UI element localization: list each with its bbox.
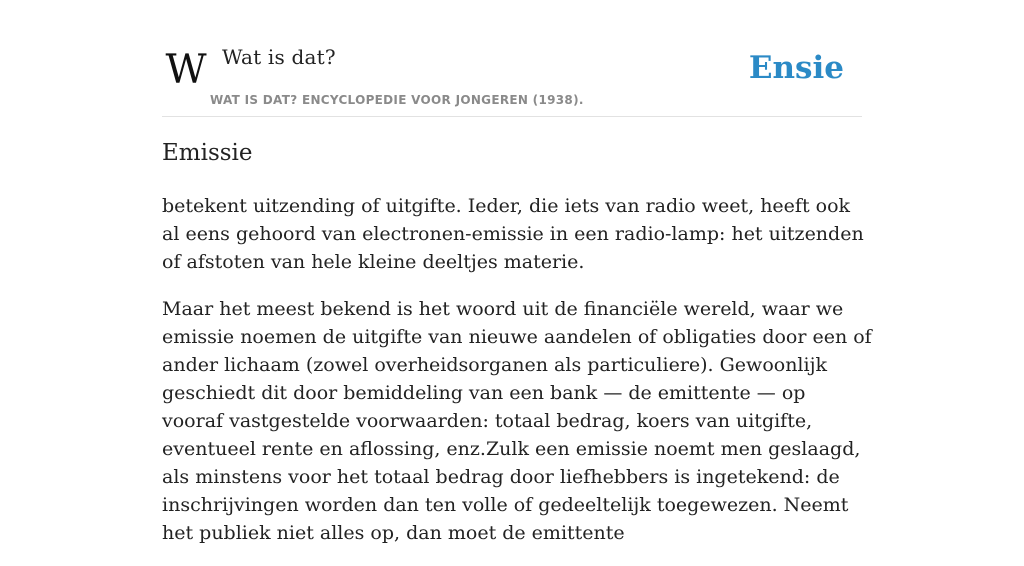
svg-text:W: W	[165, 50, 207, 90]
page	[162, 0, 872, 544]
brand-logo[interactable]: Ensie	[748, 50, 844, 86]
wikipedia-w-icon[interactable]	[164, 50, 208, 90]
article-paragraph: Maar het meest bekend is het woord uit de financiële wereld, waar we emissie noemen de uitgifte van nieuwe aandelen of obligaties door een of ander lichaam (zowel overheidsorganen als particuliere). Gewoonlijk geschiedt dit door bemiddeling van een bank — de emittente — op vooraf vastgestelde voorwaarden: totaal bedrag, koers van uitgifte, eventueel rente en aflossing, enz.Zulk een emissie noemt men geslaagd, als minstens voor het totaal bedrag door liefhebbers is ingetekend: de inschrijvingen worden dan ten volle of gedeeltelijk toegewezen. Neemt het publiek niet alles op, dan moet de emittente	[162, 298, 872, 544]
site-title[interactable]: Wat is dat?	[222, 45, 336, 69]
site-subtitle: WAT IS DAT? ENCYCLOPEDIE VOOR JONGEREN (1938).	[210, 93, 584, 107]
article-title: Emissie	[162, 140, 253, 166]
article-paragraph: betekent uitzending of uitgifte. Ieder, die iets van radio weet, heeft ook al eens gehoord van electronen-emissie in een radio-lamp: het uitzenden of afstoten van hele kleine deeltjes materie.	[162, 195, 864, 273]
header	[162, 0, 862, 117]
article-body	[162, 192, 872, 566]
